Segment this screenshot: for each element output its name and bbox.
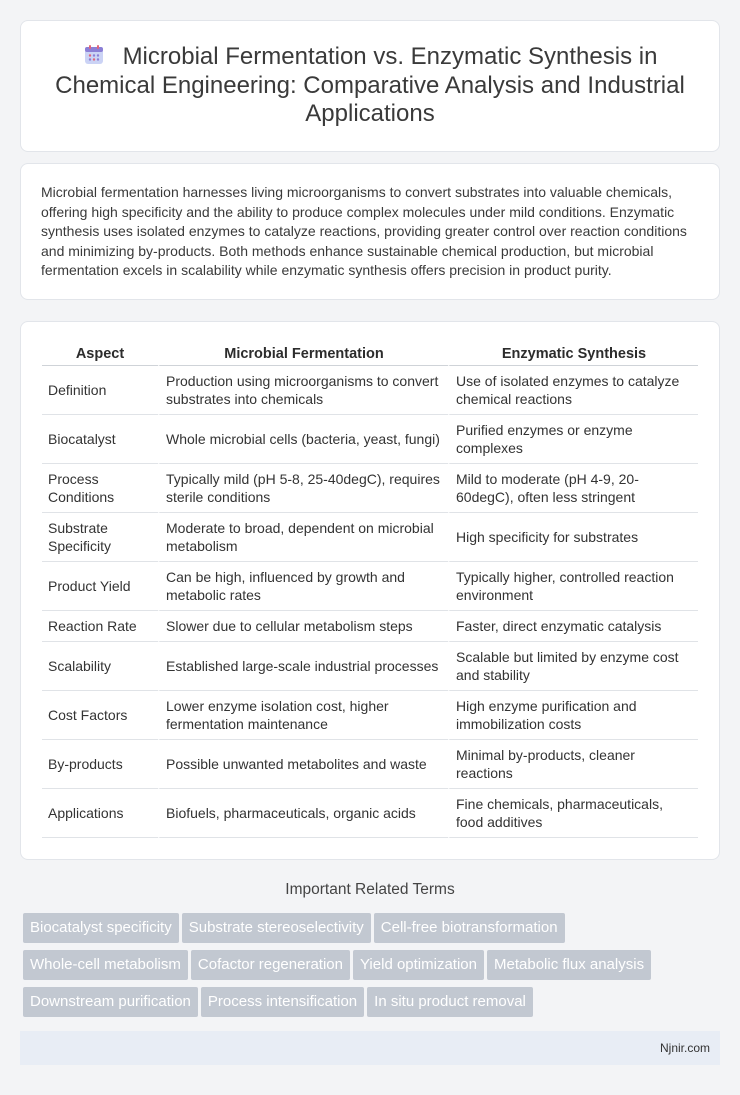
row-microbial: Whole microbial cells (bacteria, yeast, fungi) [158,415,448,464]
page-title [51,43,689,129]
row-aspect: By-products [42,740,158,789]
related-terms-heading: Important Related Terms [285,881,455,898]
table-row [42,789,698,838]
row-microbial: Typically mild (pH 5-8, 25-40degC), requires sterile conditions [158,464,448,513]
row-microbial: Moderate to broad, dependent on microbial metabolism [158,513,448,562]
row-enzymatic: Scalable but limited by enzyme cost and stability [448,642,698,691]
row-aspect: Product Yield [42,562,158,611]
row-microbial: Possible unwanted metabolites and waste [158,740,448,789]
calendar-icon [83,44,105,66]
related-term-tag[interactable]: In situ product removal [367,987,533,1017]
table-row [42,642,698,691]
row-aspect: Applications [42,789,158,838]
related-term-tag[interactable]: Yield optimization [353,950,484,980]
row-aspect: Biocatalyst [42,415,158,464]
related-term-tag[interactable]: Substrate stereoselectivity [182,913,371,943]
row-enzymatic: Fine chemicals, pharmaceuticals, food additives [448,789,698,838]
row-enzymatic: Typically higher, controlled reaction environment [448,562,698,611]
table-row [42,464,698,513]
row-enzymatic: Faster, direct enzymatic catalysis [448,611,698,642]
row-enzymatic: High specificity for substrates [448,513,698,562]
table-row [42,415,698,464]
footer [20,1031,720,1065]
related-term-tag[interactable]: Cell-free biotransformation [374,913,565,943]
row-enzymatic: Minimal by-products, cleaner reactions [448,740,698,789]
intro-paragraph: Microbial fermentation harnesses living microorganisms to convert substrates into valuable chemicals, offering high specificity and the ability to produce complex molecules under mild conditions. Enzymatic synthesis uses isolated enzymes to catalyze reactions, providing greater control over reaction conditions and minimizing by-products. Both methods enhance sustainable chemical production, but microbial fermentation excels in scalability while enzymatic synthesis offers precision in product purity. [41,184,687,278]
row-enzymatic: Use of isolated enzymes to catalyze chemical reactions [448,366,698,415]
row-enzymatic: Mild to moderate (pH 4-9, 20-60degC), often less stringent [448,464,698,513]
row-aspect: Cost Factors [42,691,158,740]
row-microbial: Can be high, influenced by growth and metabolic rates [158,562,448,611]
footer-site-link[interactable]: Njnir.com [659,1041,710,1055]
comparison-table-card [20,321,720,860]
table-row [42,691,698,740]
related-term-tag[interactable]: Cofactor regeneration [191,950,350,980]
row-aspect: Reaction Rate [42,611,158,642]
header-enzymatic-synthesis: Enzymatic Synthesis [448,342,698,366]
row-microbial: Established large-scale industrial processes [158,642,448,691]
comparison-table [42,342,698,838]
related-term-tag[interactable]: Metabolic flux analysis [487,950,651,980]
intro-card [20,163,720,300]
row-aspect: Process Conditions [42,464,158,513]
row-microbial: Production using microorganisms to convert substrates into chemicals [158,366,448,415]
header-microbial-fermentation: Microbial Fermentation [158,342,448,366]
related-term-tag[interactable]: Biocatalyst specificity [23,913,179,943]
page-title-text: Microbial Fermentation vs. Enzymatic Synthesis in Chemical Engineering: Comparative Analysis and Industrial Applications [55,43,685,127]
table-header-row [42,342,698,366]
related-term-tag[interactable]: Downstream purification [23,987,198,1017]
table-row [42,611,698,642]
related-term-tag[interactable]: Process intensification [201,987,364,1017]
related-terms-list [23,913,723,1024]
row-microbial: Slower due to cellular metabolism steps [158,611,448,642]
related-term-tag[interactable]: Whole-cell metabolism [23,950,188,980]
title-card [20,20,720,152]
table-row [42,513,698,562]
row-aspect: Definition [42,366,158,415]
row-microbial: Lower enzyme isolation cost, higher fermentation maintenance [158,691,448,740]
row-enzymatic: Purified enzymes or enzyme complexes [448,415,698,464]
row-aspect: Scalability [42,642,158,691]
table-row [42,562,698,611]
table-row [42,740,698,789]
header-aspect: Aspect [42,342,158,366]
row-microbial: Biofuels, pharmaceuticals, organic acids [158,789,448,838]
row-aspect: Substrate Specificity [42,513,158,562]
row-enzymatic: High enzyme purification and immobilization costs [448,691,698,740]
table-row [42,366,698,415]
